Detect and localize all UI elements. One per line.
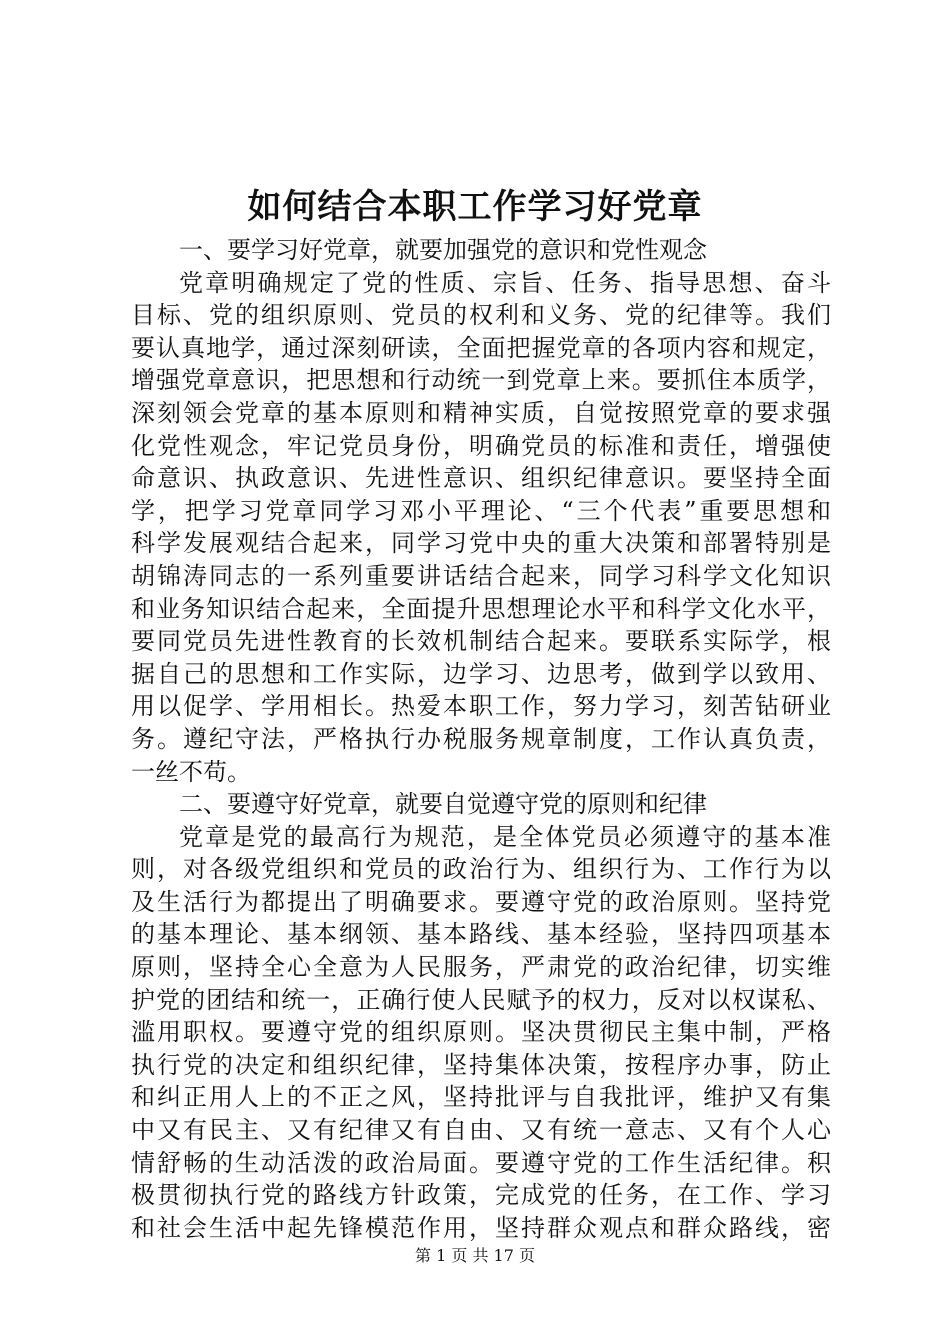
text-line: 党章是党的最高行为规范，是全体党员必须遵守的基本准 xyxy=(179,822,831,851)
text-line: 则，对各级党组织和党员的政治行为、组织行为、工作行为以 xyxy=(131,855,831,884)
text-line: 和业务知识结合起来，全面提升思想理论水平和科学文化水平， xyxy=(131,594,831,623)
text-line: 原则，坚持全心全意为人民服务，严肃党的政治纪律，切实维 xyxy=(131,953,831,982)
text-line: 化党性观念，牢记党员身份，明确党员的标准和责任，增强使 xyxy=(131,431,831,460)
document-body xyxy=(131,234,831,1244)
text-line: 据自己的思想和工作实际，边学习、边思考，做到学以致用、 xyxy=(131,659,831,688)
text-line: 执行党的决定和组织纪律，坚持集体决策，按程序办事，防止 xyxy=(131,1050,831,1079)
text-line: 深刻领会党章的基本原则和精神实质，自觉按照党章的要求强 xyxy=(131,398,831,427)
text-line: 命意识、执政意识、先进性意识、组织纪律意识。要坚持全面 xyxy=(131,464,831,493)
text-line: 极贯彻执行党的路线方针政策，完成党的任务，在工作、学习 xyxy=(131,1181,831,1210)
text-line: 务。遵纪守法，严格执行办税服务规章制度，工作认真负责， xyxy=(131,724,831,753)
text-line: 和纠正用人上的不正之风，坚持批评与自我批评，维护又有集 xyxy=(131,1083,831,1112)
text-line: 一丝不苟。 xyxy=(131,757,251,786)
text-line: 一、要学习好党章，就要加强党的意识和党性观念 xyxy=(179,236,707,264)
text-line: 要认真地学，通过深刻研读，全面把握党章的各项内容和规定， xyxy=(131,333,831,362)
text-line: 和社会生活中起先锋模范作用，坚持群众观点和群众路线，密 xyxy=(131,1213,831,1242)
text-line: 滥用职权。要遵守党的组织原则。坚决贯彻民主集中制，严格 xyxy=(131,1018,831,1047)
text-line: 科学发展观结合起来，同学习党中央的重大决策和部署特别是 xyxy=(131,529,831,558)
text-line: 中又有民主、又有纪律又有自由、又有统一意志、又有个人心 xyxy=(131,1116,831,1145)
text-line: 目标、党的组织原则、党员的权利和义务、党的纪律等。我们 xyxy=(131,301,831,330)
page-footer: 第 1 页 共 17 页 xyxy=(415,1246,535,1265)
text-line: 护党的团结和统一，正确行使人民赋予的权力，反对以权谋私、 xyxy=(131,985,831,1014)
text-line: 的基本理论、基本纲领、基本路线、基本经验，坚持四项基本 xyxy=(131,920,831,949)
text-line: 学，把学习党章同学习邓小平理论、“三个代表”重要思想和 xyxy=(131,496,831,525)
text-line: 胡锦涛同志的一系列重要讲话结合起来，同学习科学文化知识 xyxy=(131,561,831,590)
text-line: 要同党员先进性教育的长效机制结合起来。要联系实际学，根 xyxy=(131,627,831,656)
text-line: 二、要遵守好党章，就要自觉遵守党的原则和纪律 xyxy=(179,790,707,819)
text-line: 及生活行为都提出了明确要求。要遵守党的政治原则。坚持党 xyxy=(131,887,831,916)
text-line: 用以促学、学用相长。热爱本职工作，努力学习，刻苦钻研业 xyxy=(131,692,831,721)
text-line: 增强党章意识，把思想和行动统一到党章上来。要抓住本质学， xyxy=(131,366,831,395)
text-line: 情舒畅的生动活泼的政治局面。要遵守党的工作生活纪律。积 xyxy=(131,1148,831,1177)
document-title: 如何结合本职工作学习好党章 xyxy=(247,187,703,227)
text-line: 党章明确规定了党的性质、宗旨、任务、指导思想、奋斗 xyxy=(179,268,831,297)
